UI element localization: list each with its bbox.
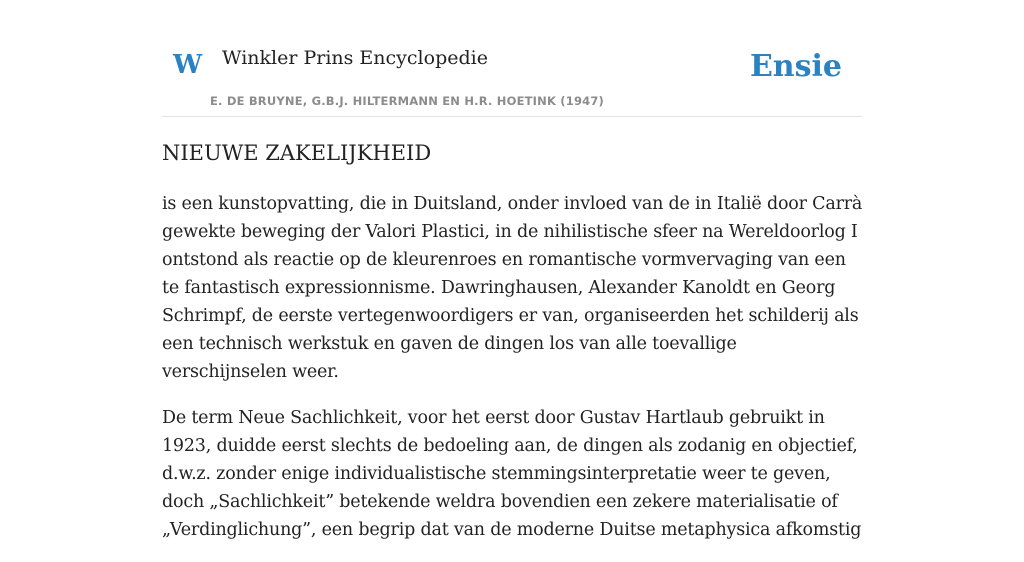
entry-content	[162, 140, 866, 562]
site-header	[162, 30, 862, 117]
book-authors: E. DE BRUYNE, G.B.J. HILTERMANN EN H.R. HOETINK (1947)	[210, 94, 605, 108]
ensie-logo[interactable]: Ensie	[749, 49, 842, 84]
entry-title: NIEUWE ZAKELIJKHEID	[162, 141, 432, 165]
encyclopedia-logo-icon[interactable]: W	[173, 50, 203, 80]
entry-paragraph: is een kunstopvatting, die in Duitsland, onder invloed van de in Italië door Carrà gewekte beweging der Valori Plastici, in de nihilistische sfeer na Wereldoorlog I ontstond als reactie op de kleurenroes en romantische vormvervaging van een te fantastisch expressionnisme. Dawringhausen, Alexander Kanoldt en Georg Schrimpf, de eerste vertegenwoordigers er van, organiseerden het schilderij als een technisch werkstuk en gaven de dingen los van alle toevallige verschijnselen weer.	[162, 194, 863, 383]
book-title[interactable]: Winkler Prins Encyclopedie	[222, 47, 488, 69]
entry-paragraph: De term Neue Sachlichkeit, voor het eerst door Gustav Hartlaub gebruikt in 1923, duidde eerst slechts de bedoeling aan, de dingen als zodanig en objectief, d.w.z. zonder enige individualistische stemmingsinterpretatie weer te geven, doch „Sachlichkeit” betekende weldra bovendien een zekere materialisatie of „Verdinglichung”, een begrip dat van de moderne Duitse metaphysica afkomstig	[162, 408, 862, 541]
